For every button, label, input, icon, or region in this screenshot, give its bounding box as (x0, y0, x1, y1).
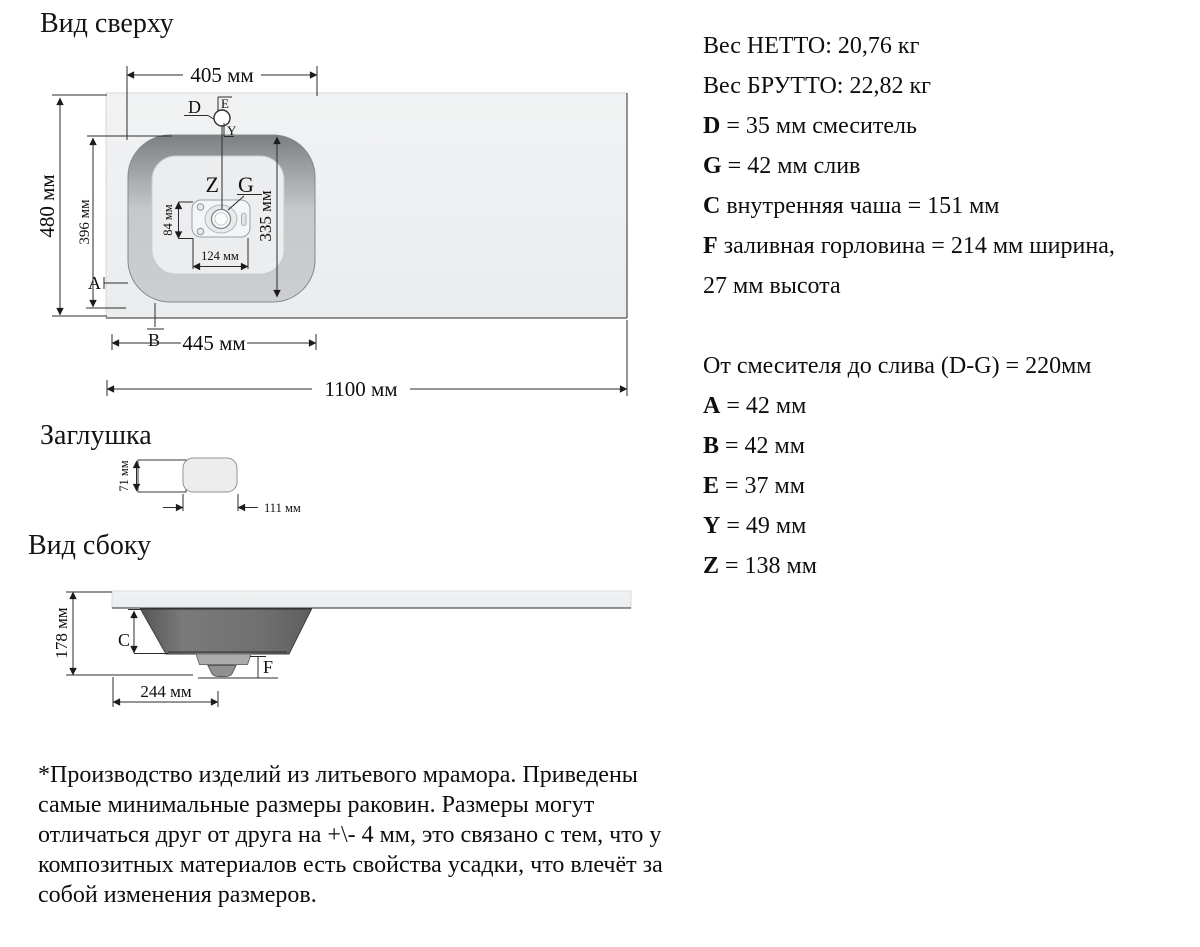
spec-d (703, 106, 1115, 146)
spec-key: G (703, 153, 722, 179)
dim-label-124: 124 мм (201, 249, 239, 263)
spec-key: C (703, 193, 721, 219)
footnote-line: собой изменения размеров. (38, 882, 317, 908)
spec-key: D (703, 113, 721, 139)
plug-drawing (117, 458, 301, 515)
spec-text: Вес БРУТТО: 22,82 кг (703, 73, 931, 99)
spec-key: B (703, 433, 720, 459)
dim-445 (112, 331, 316, 355)
dim-label-244: 244 мм (140, 682, 192, 701)
spec-key: E (703, 473, 720, 499)
spec-text: заливная горловина = 214 мм ширина, (717, 233, 1115, 259)
drain-cap-side (208, 666, 236, 677)
spec-text: = 37 мм (719, 473, 805, 499)
footnote (38, 760, 663, 910)
spec-key: Z (703, 553, 720, 579)
label-e: E (221, 96, 229, 111)
spec-gap (703, 306, 1115, 346)
spec-list (703, 26, 1115, 586)
label-c: C (118, 630, 131, 650)
overflow-slot (242, 213, 247, 226)
spec-text: = 138 мм (719, 553, 817, 579)
dim-label-111: 111 мм (264, 501, 301, 515)
drain-flange-side (196, 654, 251, 665)
spec-text: От смесителя до слива (D-G) = 220мм (703, 353, 1092, 379)
spec-text: = 42 мм (720, 393, 807, 419)
spec-key: Y (703, 513, 721, 539)
spec-text: Вес НЕТТО: 20,76 кг (703, 33, 920, 59)
top-view-drawing (35, 63, 627, 401)
top-view-title: Вид сверху (40, 8, 174, 39)
spec-text: = 35 мм смеситель (720, 113, 917, 139)
spec-dg-distance (703, 346, 1115, 386)
countertop-side-profile (112, 591, 631, 608)
spec-a (703, 386, 1115, 426)
spec-g (703, 146, 1115, 186)
plug-body (183, 458, 237, 492)
plug-profile (138, 460, 186, 492)
dim-label-445: 445 мм (182, 331, 246, 355)
dim-label-480: 480 мм (35, 174, 59, 238)
footnote-line: композитных материалов есть свойства усадки, что влечёт за (38, 852, 663, 878)
label-f: F (263, 657, 274, 677)
spec-text: = 42 мм (719, 433, 805, 459)
spec-text: внутренняя чаша = 151 мм (720, 193, 1000, 219)
spec-e (703, 466, 1115, 506)
dim-label-71: 71 мм (117, 460, 131, 492)
side-view-drawing (52, 591, 631, 707)
spec-text: = 49 мм (720, 513, 807, 539)
dim-label-178: 178 мм (52, 607, 71, 659)
label-d: D (188, 97, 201, 117)
spec-key: A (703, 393, 721, 419)
dim-71 (117, 460, 137, 492)
dim-label-405: 405 мм (190, 63, 254, 87)
dim-244 (113, 677, 218, 707)
label-g: G (238, 172, 254, 197)
spec-y (703, 506, 1115, 546)
spec-f (703, 226, 1115, 266)
spec-key: F (703, 233, 718, 259)
spec-c (703, 186, 1115, 226)
footnote-line: самые минимальные размеры раковин. Размеры могут (38, 792, 595, 818)
spec-text: = 42 мм слив (721, 153, 861, 179)
footnote-line: *Производство изделий из литьевого мрамора. Приведены (38, 762, 638, 788)
label-y: Y (227, 123, 237, 138)
bowl-side-profile (140, 608, 312, 654)
label-a: A (88, 273, 101, 293)
drain-assembly (192, 200, 250, 237)
dim-label-335: 335 мм (256, 190, 275, 242)
spec-text: 27 мм высота (703, 273, 841, 299)
label-b: B (148, 330, 161, 350)
spec-weight-netto (703, 26, 1115, 66)
dim-label-84: 84 мм (161, 204, 175, 236)
dim-label-1100: 1100 мм (324, 377, 398, 401)
technical-drawings (0, 0, 700, 730)
label-z: Z (205, 172, 219, 197)
spec-z (703, 546, 1115, 586)
spec-weight-brutto (703, 66, 1115, 106)
side-view-title: Вид сбоку (28, 530, 152, 561)
spec-f-height (703, 266, 1115, 306)
dim-label-396: 396 мм (77, 199, 93, 245)
spec-b (703, 426, 1115, 466)
footnote-line: отличаться друг от друга на +\- 4 мм, это связано с тем, что у (38, 822, 662, 848)
dim-111 (163, 494, 301, 515)
plug-title: Заглушка (40, 420, 152, 451)
